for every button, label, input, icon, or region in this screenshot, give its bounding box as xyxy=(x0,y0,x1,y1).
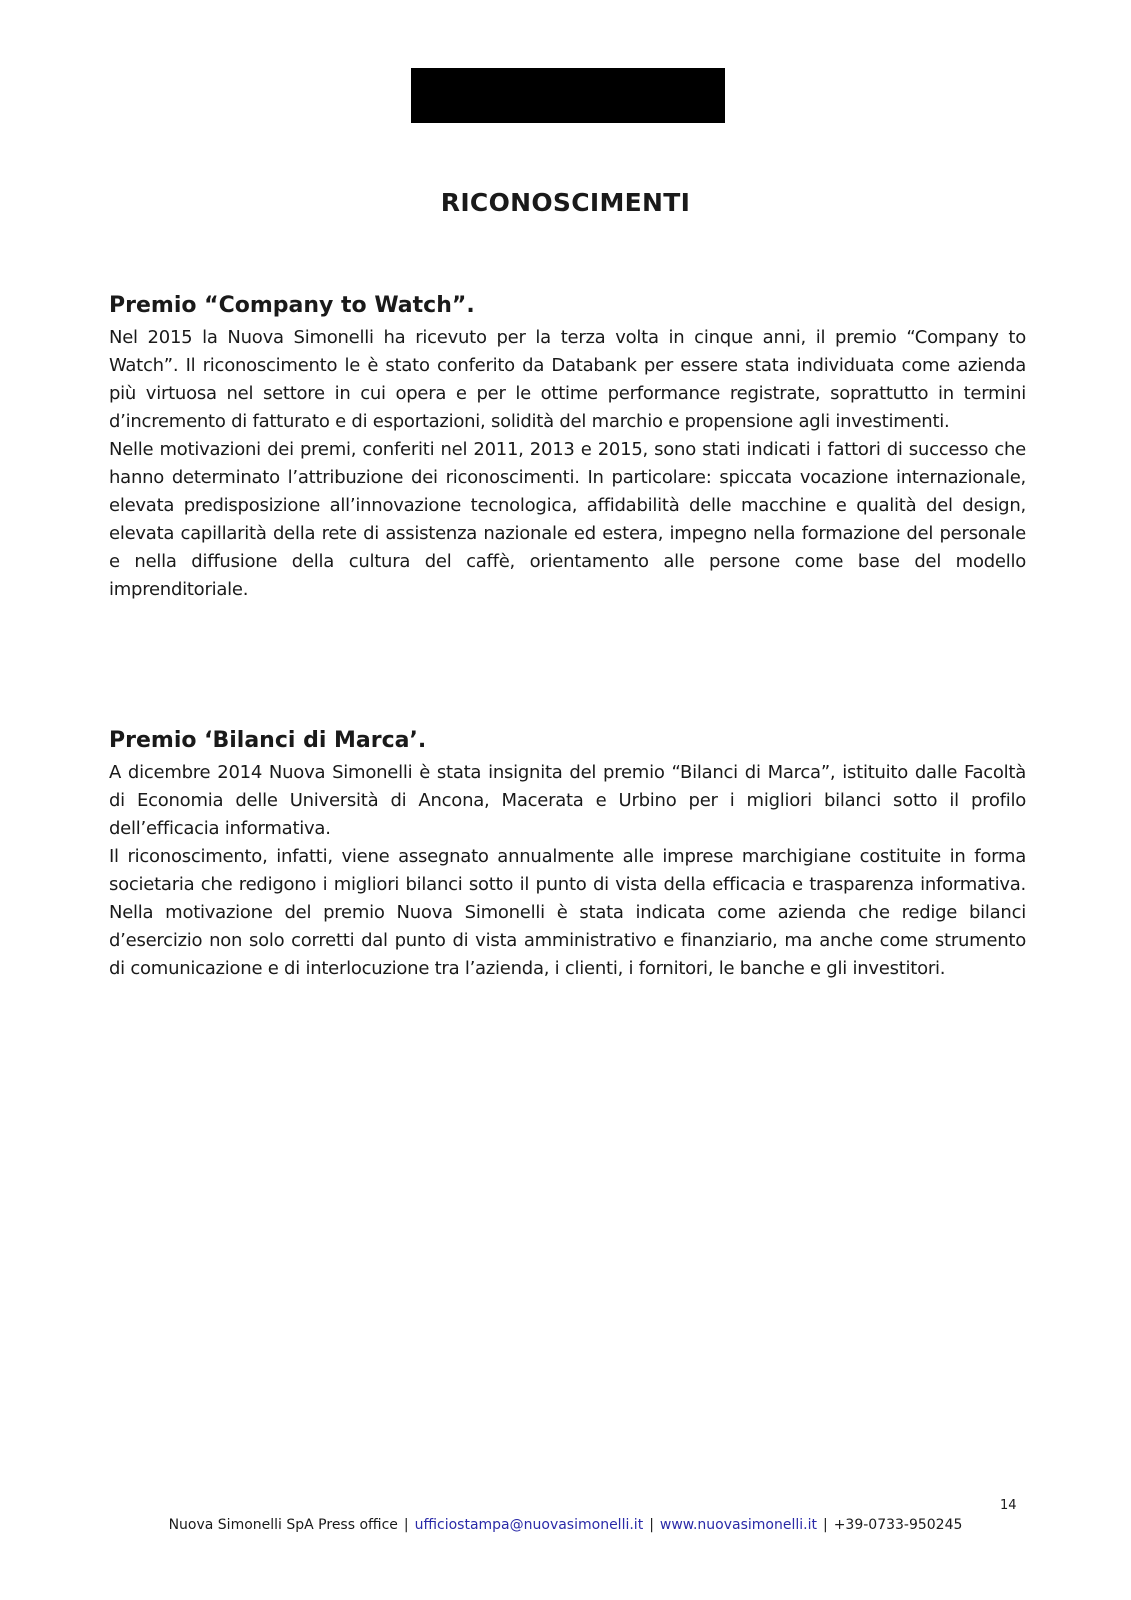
footer-website-link[interactable]: www.nuovasimonelli.it xyxy=(659,1517,817,1533)
footer-email-link[interactable]: ufficiostampa@nuovasimonelli.it xyxy=(414,1517,644,1533)
footer-separator: | xyxy=(403,1517,409,1533)
footer-phone: +39-0733-950245 xyxy=(833,1517,963,1533)
section-paragraph: Nelle motivazioni dei premi, conferiti nel 2011, 2013 e 2015, sono stati indicati i fattori di successo che hanno determinato l’attribuzione dei riconoscimenti. In particolare: spiccata vocazione internazionale, elevata predisposizione all’innovazione tecnologica, affidabilità delle macchine e qualità del design, elevata capillarità della rete di assistenza nazionale ed estera, impegno nella formazione del personale e nella diffusione della cultura del caffè, orientamento alle persone come base del modello imprenditoriale. xyxy=(109,439,1026,600)
redacted-logo-block xyxy=(411,68,725,123)
page-number: 14 xyxy=(1000,1498,1017,1513)
award-section-bilanci-di-marca xyxy=(109,725,1026,983)
footer-separator: | xyxy=(822,1517,828,1533)
section-heading: Premio “Company to Watch”. xyxy=(109,293,475,318)
footer xyxy=(0,1517,1131,1533)
footer-company: Nuova Simonelli SpA Press office xyxy=(168,1517,398,1533)
award-section-company-to-watch xyxy=(109,290,1026,604)
footer-separator: | xyxy=(649,1517,654,1533)
page-title: RICONOSCIMENTI xyxy=(440,188,691,217)
section-paragraph: Il riconoscimento, infatti, viene assegnato annualmente alle imprese marchigiane costituite in forma societaria che redigono i migliori bilanci sotto il punto di vista della efficacia e trasparenza informativa. Nella motivazione del premio Nuova Simonelli è stata indicata come azienda che redige bilanci d’esercizio non solo corretti dal punto di vista amministrativo e finanziario, ma anche come strumento di comunicazione e di interlocuzione tra l’azienda, i clienti, i fornitori, le banche e gli investitori. xyxy=(109,846,1026,979)
section-heading: Premio ‘Bilanci di Marca’. xyxy=(109,728,427,753)
section-paragraph: Nel 2015 la Nuova Simonelli ha ricevuto per la terza volta in cinque anni, il premio “Company to Watch”. Il riconoscimento le è stato conferito da Databank per essere stata individuata come azienda più virtuosa nel settore in cui opera e per le ottime performance registrate, soprattutto in termini d’incremento di fatturato e di esportazioni, solidità del marchio e propensione agli investimenti. xyxy=(109,327,1026,432)
section-paragraph: A dicembre 2014 Nuova Simonelli è stata insignita del premio “Bilanci di Marca”, istituito dalle Facoltà di Economia delle Università di Ancona, Macerata e Urbino per i migliori bilanci sotto il profilo dell’efficacia informativa. xyxy=(109,762,1026,839)
